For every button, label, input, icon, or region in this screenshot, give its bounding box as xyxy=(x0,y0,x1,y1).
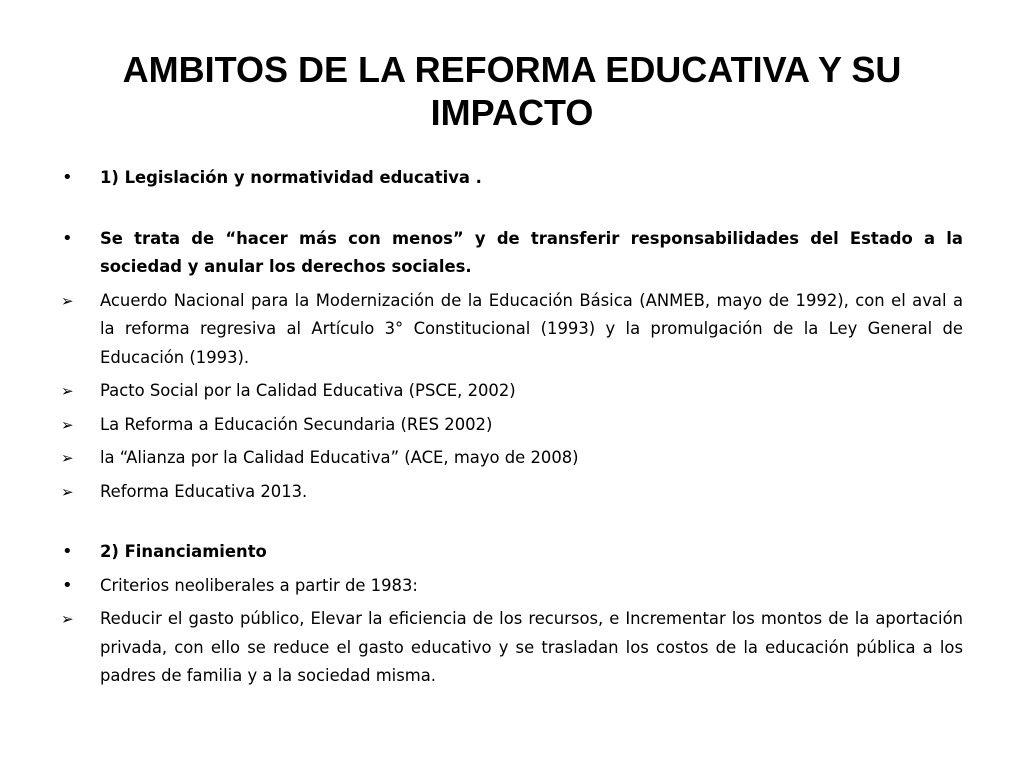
list-item-psce xyxy=(60,377,963,406)
list-item-text: 1) Legislación y normatividad educativa . xyxy=(100,168,482,187)
list-item-text: Reforma Educativa 2013. xyxy=(100,481,308,501)
list-item-res xyxy=(60,411,963,440)
list-item-legislacion xyxy=(60,164,963,193)
arrow-bullet-icon: ➢ xyxy=(61,291,74,310)
slide-title: AMBITOS DE LA REFORMA EDUCATIVA Y SU IMPACTO xyxy=(122,49,902,133)
arrow-bullet-icon: ➢ xyxy=(61,382,74,400)
list-item-hacer-mas xyxy=(60,225,963,282)
list-item-text: Pacto Social por la Calidad Educativa (PSCE, 2002) xyxy=(100,381,516,400)
list-item-text: Se trata de “hacer más con menos” y de transferir responsabilidades del Estado a la sociedad y anular los derechos sociales. xyxy=(100,228,963,276)
arrow-bullet-icon: ➢ xyxy=(61,415,74,434)
list-item-anmeb xyxy=(60,287,963,373)
list-item-criterios xyxy=(60,572,963,601)
bullet-icon: • xyxy=(62,541,73,562)
list-item-financiamiento xyxy=(60,538,963,567)
list-item-reducir-gasto xyxy=(60,605,963,691)
list-item-text: Acuerdo Nacional para la Modernización de la Educación Básica (ANMEB, mayo de 1992), con el aval a la reforma regresiva al Artículo 3° Constitucional (1993) y la promulgación de la Ley General de Educación (1993). xyxy=(100,290,963,367)
list-item-text: Criterios neoliberales a partir de 1983: xyxy=(100,575,418,595)
list-item-ace xyxy=(60,444,963,473)
arrow-bullet-icon: ➢ xyxy=(61,610,74,628)
slide-body xyxy=(60,164,963,696)
list-item-text: Reducir el gasto público, Elevar la eficiencia de los recursos, e Incrementar los montos de la aportación privada, con ello se reduce el gasto educativo y se trasladan los costos de la educación pública a los padres de familia y a la sociedad misma. xyxy=(100,609,963,685)
arrow-bullet-icon: ➢ xyxy=(61,482,74,501)
list-item-text: la “Alianza por la Calidad Educativa” (ACE, mayo de 2008) xyxy=(100,448,579,467)
list-item-reforma-2013 xyxy=(60,478,963,507)
list-item-text: 2) Financiamiento xyxy=(100,542,267,561)
bullet-icon: • xyxy=(62,167,73,188)
list-item-text: La Reforma a Educación Secundaria (RES 2002) xyxy=(100,414,493,434)
bullet-icon: • xyxy=(62,574,73,596)
arrow-bullet-icon: ➢ xyxy=(61,449,74,467)
bullet-icon: • xyxy=(62,227,73,249)
